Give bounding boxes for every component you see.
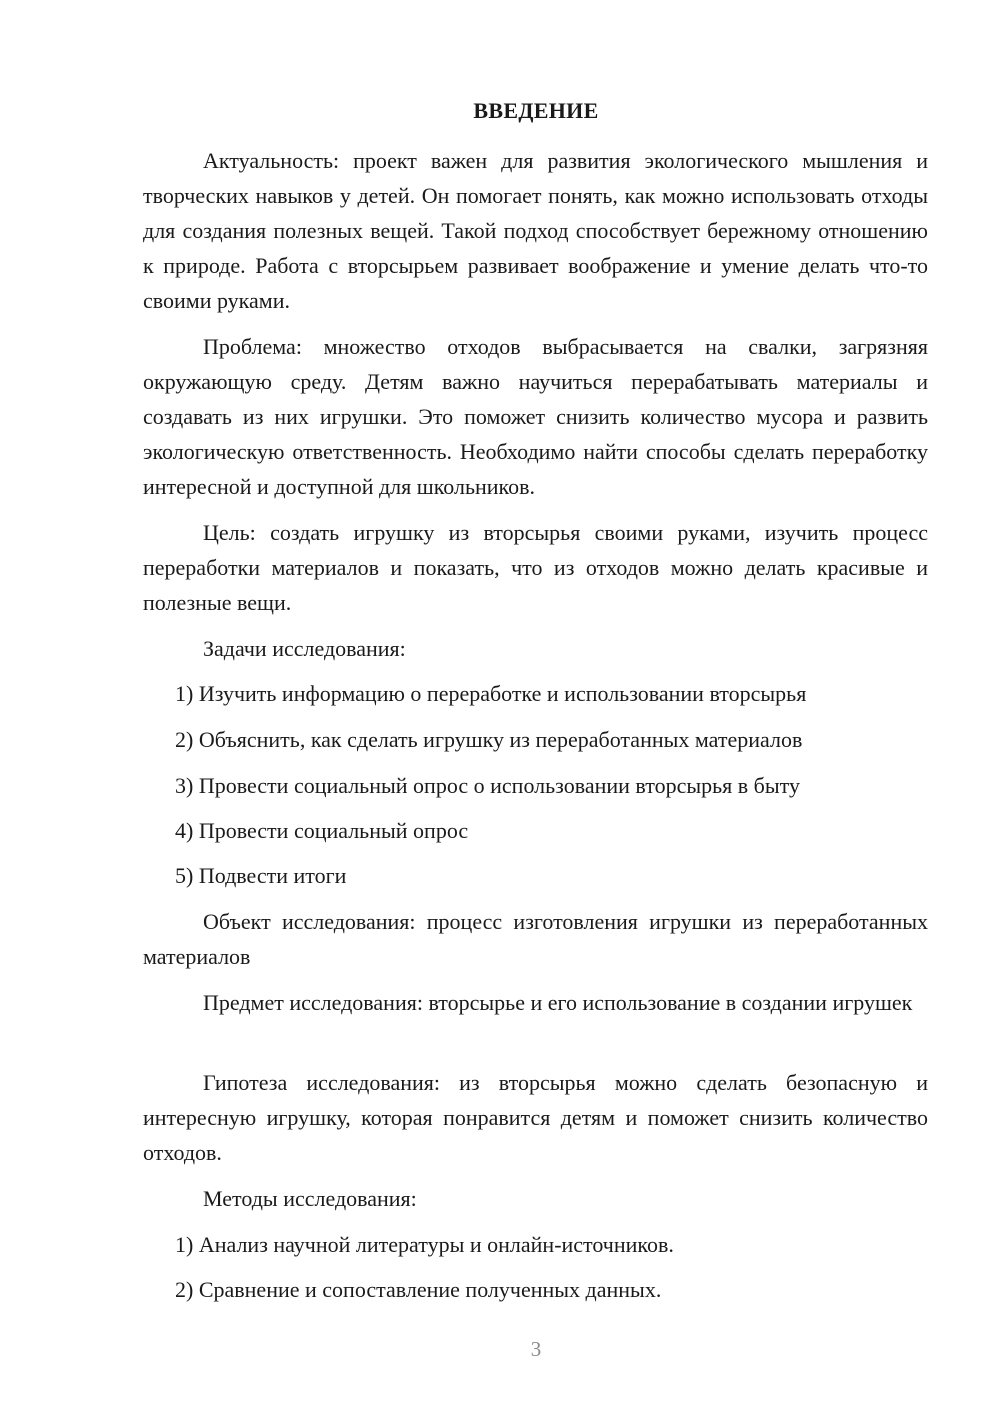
method-item-1: 1) Анализ научной литературы и онлайн-источников. — [175, 1232, 674, 1257]
hypothesis-paragraph: Гипотеза исследования: из вторсырья можно сделать безопасную и интересную игрушку, которая понравится детям и поможет снизить количество отходов. — [143, 1070, 928, 1165]
problem-paragraph: Проблема: множество отходов выбрасывается на свалки, загрязняя окружающую среду. Детям важно научиться перерабатывать материалы и создавать из них игрушки. Это поможет снизить количество мусора и развить экологическую ответственность. Необходимо найти способы сделать переработку интересной и доступной для школьников. — [143, 334, 928, 499]
object-paragraph: Объект исследования: процесс изготовления игрушки из переработанных материалов — [143, 909, 928, 969]
task-item-2: 2) Объяснить, как сделать игрушку из переработанных материалов — [175, 727, 803, 752]
task-item-3: 3) Провести социальный опрос о использовании вторсырья в быту — [175, 773, 800, 798]
tasks-heading: Задачи исследования: — [203, 636, 406, 661]
task-item-5: 5) Подвести итоги — [175, 863, 347, 888]
goal-paragraph: Цель: создать игрушку из вторсырья своими руками, изучить процесс переработки материалов и показать, что из отходов можно делать красивые и полезные вещи. — [143, 520, 928, 615]
page-number: 3 — [530, 1337, 542, 1361]
relevance-paragraph: Актуальность: проект важен для развития экологического мышления и творческих навыков у детей. Он помогает понять, как можно использовать отходы для создания полезных вещей. Такой подход способствует бережному отношению к природе. Работа с вторсырьем развивает воображение и умение делать что-то своими руками. — [143, 148, 928, 313]
page-title: ВВЕДЕНИЕ — [473, 98, 599, 123]
task-item-1: 1) Изучить информацию о переработке и использовании вторсырья — [175, 681, 807, 706]
methods-heading: Методы исследования: — [203, 1186, 417, 1211]
subject-paragraph: Предмет исследования: вторсырье и его использование в создании игрушек — [203, 990, 913, 1015]
task-item-4: 4) Провести социальный опрос — [175, 818, 469, 843]
method-item-2: 2) Сравнение и сопоставление полученных данных. — [175, 1277, 662, 1302]
